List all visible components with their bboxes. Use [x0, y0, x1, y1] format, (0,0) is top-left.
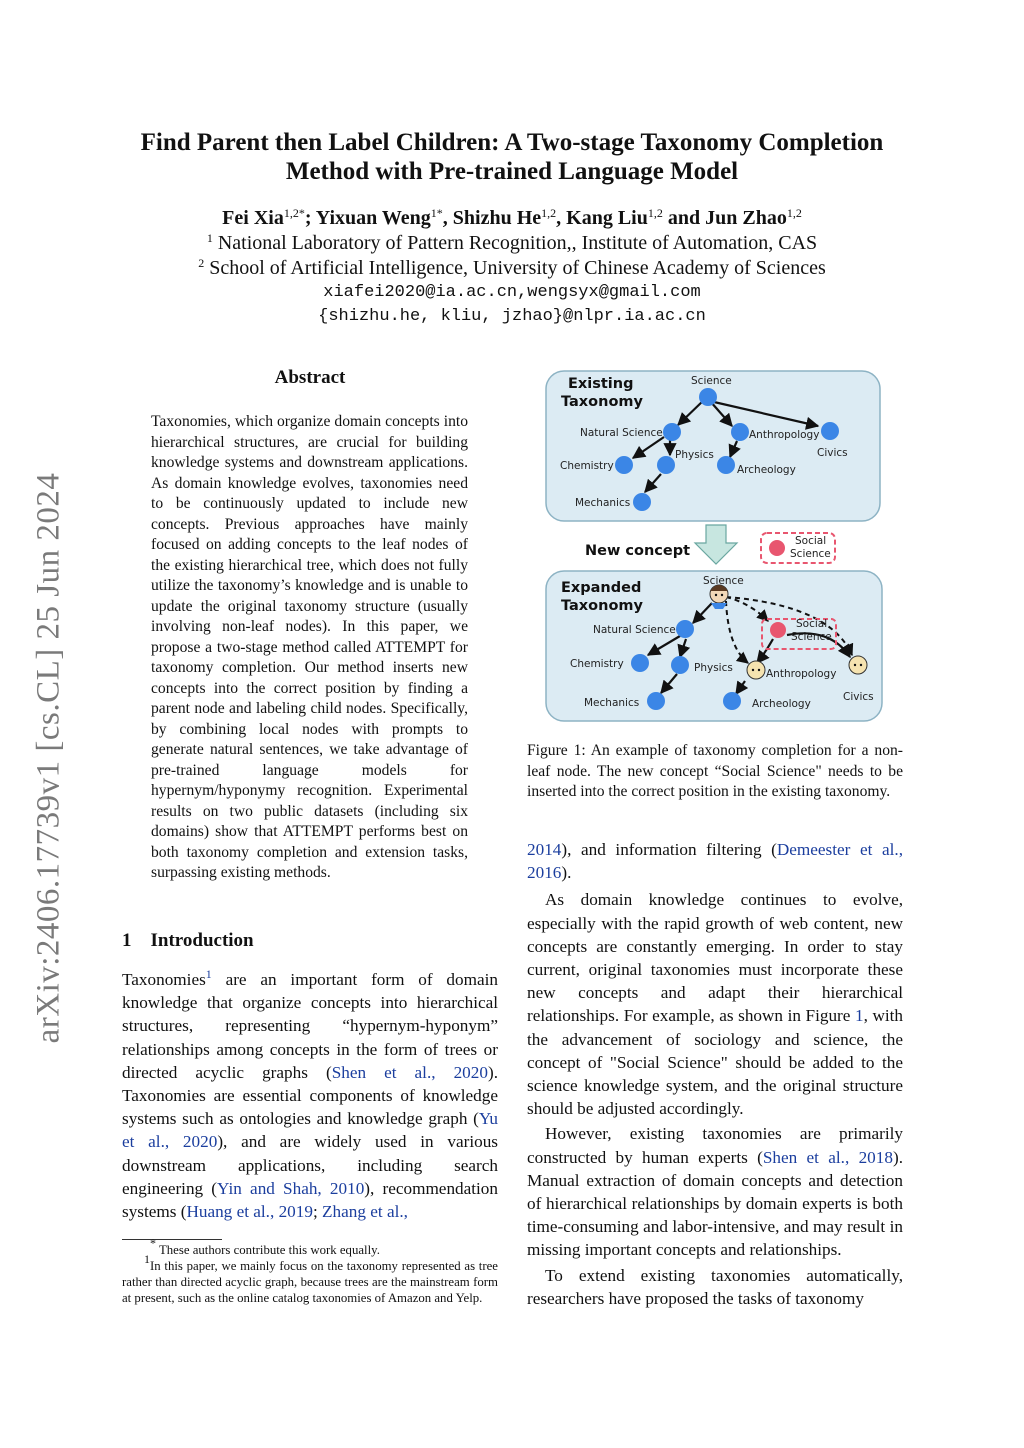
svg-text:Natural Science: Natural Science	[580, 427, 663, 439]
citation-link[interactable]: Yu et al., 2020	[122, 1109, 498, 1152]
arxiv-stamp	[24, 458, 74, 1058]
svg-text:Archeology: Archeology	[752, 698, 811, 710]
expanded-taxonomy-label-1: Expanded	[561, 580, 642, 596]
new-concept-label: New concept	[585, 543, 691, 559]
title-line-1: Find Parent then Label Children: A Two-stage Taxonomy Completion	[140, 129, 884, 156]
title-line-2: Method with Pre-trained Language Model	[285, 158, 739, 185]
existing-taxonomy-label-2: Taxonomy	[561, 394, 643, 410]
svg-text:Physics: Physics	[675, 449, 714, 461]
svg-text:Science: Science	[703, 575, 744, 587]
node-anthropology	[731, 423, 749, 441]
affiliation-2: $^2$ School of Artificial Intelligence, University of Chinese Academy of Sciences	[198, 256, 826, 279]
footnote-ref-1[interactable]: 1	[205, 967, 212, 981]
svg-text:Social: Social	[795, 535, 827, 547]
abstract-text: Taxonomies, which organize domain concepts into hierarchical structures, are crucial for building knowledge systems and downstream applications. As domain knowledge evolves, taxonomies need to be continuously updated to include new concepts. Previous approaches have mainly focused on adding concepts to the leaf nodes of the existing hierarchical tree, which does not fully utilize the taxonomy’s knowledge and is unable to update the original taxonomy structure (usually involving non-leaf nodes). In this paper, we propose a two-stage method called ATTEMPT for taxonomy completion. Our method inserts new concepts into the correct position by finding a parent node and labeling child nodes. Specifically, by combining local nodes with prompts to generate natural sentences, we take advantage of pre-trained language models for hypernym/hyponymy recognition. Experimental results on two public datasets (including six domains) show that ATTEMPT performs best on both taxonomy completion and extension tasks, surpassing existing methods.	[151, 413, 468, 881]
svg-text:Mechanics: Mechanics	[575, 497, 631, 509]
svg-text:Chemistry: Chemistry	[560, 460, 614, 472]
abstract-heading: Abstract	[274, 367, 346, 388]
node-physics-expanded	[671, 656, 689, 674]
node-mechanics	[633, 493, 651, 511]
node-chemistry-expanded	[631, 654, 649, 672]
node-civics	[821, 422, 839, 440]
node-natural-science	[663, 423, 681, 441]
author-names: Fei Xia$^{1,2*}$; Yixuan Weng$^{1*}$, Shizhu He$^{1,2}$, Kang Liu$^{1,2}$ and Jun Zhao$^{1,2}$	[222, 206, 802, 229]
svg-text:Science: Science	[791, 631, 832, 643]
author-4: Kang Liu	[566, 207, 648, 229]
node-anthropology-expanded-person	[747, 661, 765, 679]
down-arrow	[695, 525, 737, 564]
svg-text:Science: Science	[691, 375, 732, 387]
node-natural-science-expanded	[676, 620, 694, 638]
section-heading-introduction: 1 Introduction	[122, 930, 254, 951]
footnote-rule	[122, 1239, 222, 1240]
author-2: Yixuan Weng	[315, 207, 431, 229]
node-archeology	[717, 456, 735, 474]
node-social-science-inserted	[770, 622, 786, 638]
svg-text:Civics: Civics	[817, 447, 848, 459]
author-1: Fei Xia	[222, 207, 284, 229]
figure-1-taxonomy-diagram	[540, 365, 890, 727]
author-3: Shizhu He	[452, 207, 542, 229]
node-mechanics-expanded	[647, 692, 665, 710]
svg-text:Chemistry: Chemistry	[570, 658, 624, 670]
svg-text:Mechanics: Mechanics	[584, 697, 640, 709]
node-archeology-expanded	[723, 692, 741, 710]
email-line-1: xiafei2020@ia.ac.cn,wengsyx@gmail.com	[323, 283, 701, 302]
node-chemistry	[615, 456, 633, 474]
citation-link[interactable]: 2014	[527, 840, 562, 859]
node-social-science-new	[769, 540, 785, 556]
figure-ref-link[interactable]: 1	[854, 1006, 864, 1026]
svg-text:Natural Science: Natural Science	[593, 624, 676, 636]
svg-text:Physics: Physics	[694, 662, 733, 674]
svg-text:Social: Social	[796, 618, 828, 630]
node-science	[699, 388, 717, 406]
footnote-1: These authors contribute this work equally.	[158, 1243, 380, 1257]
author-block	[0, 206, 1024, 329]
svg-text:Science: Science	[790, 548, 831, 560]
citation-link[interactable]: Yin and Shah, 2010	[217, 1178, 365, 1198]
citation-link[interactable]: Shen et al., 2018	[762, 1147, 893, 1167]
node-civics-expanded-person	[849, 656, 867, 674]
figure-1-caption: Figure 1: An example of taxonomy completion for a non-leaf node. The new concept “Social Science" needs to be inserted into the correct position in the existing taxonomy.	[527, 742, 903, 800]
existing-taxonomy-label-1: Existing	[568, 376, 634, 392]
paper-title	[0, 128, 1024, 186]
svg-text:Anthropology: Anthropology	[749, 429, 820, 441]
citation-link[interactable]: Demeester et al., 2016	[527, 840, 903, 883]
svg-text:Civics: Civics	[843, 691, 874, 703]
citation-link[interactable]: Shen et al., 2020	[331, 1062, 488, 1082]
node-science-expanded-person	[710, 585, 728, 609]
arxiv-id: arXiv:2406.17739v1 [cs.CL] 25 Jun 2024	[30, 472, 67, 1044]
svg-text:Anthropology: Anthropology	[766, 668, 837, 680]
node-physics	[657, 456, 675, 474]
affiliation-1: $^1$ National Laboratory of Pattern Recognition,, Institute of Automation, CAS	[206, 231, 818, 254]
intro-paragraph: Taxonomies$^1$ are an important form of domain knowledge that organize concepts into hierarchical structures, representing “hypernym-hyponym” relationships among concepts in the form of trees or directed acyclic graphs (Shen et al., 2020). Taxonomies are essential components of knowledge systems such as ontologies and knowledge graph (Yu et al., 2020), and are widely used in various downstream applications, including search engineering (Yin and Shah, 2010), recommendation systems (Huang et al., 2019; Zhang et al.,	[122, 967, 498, 1222]
footnote-2: In this paper, we mainly focus on the taxonomy represented as tree rather than directed acyclic graph, because trees are the mainstream form at present, such as the online catalog taxonomies of Amazon and Yelp.	[122, 1259, 498, 1305]
right-column-text: 2014), and information filtering (Demeester et al., 2016). As domain knowledge continues to evolve, especially with the rapid growth of web content, new concepts are constantly emerging. In order to stay current, original taxonomies must incorporate these new concepts and adapt their hierarchical relationships. For example, as shown in Figure 1, with the advancement of sociology and science, the concept of "Social Science" should be added to the science knowledge system, and the original structure should be adjusted accordingly. However, existing taxonomies are primarily constructed by human experts (Shen et al., 2018). Manual extraction of domain concepts and detection of hierarchical relationships by domain experts is both time-consuming and labor-intensive, and may result in missing important concepts and relationships. To extend existing taxonomies automatically, researchers have proposed the tasks of taxonomy	[527, 840, 904, 1308]
email-line-2: {shizhu.he, kliu, jzhao}@nlpr.ia.ac.cn	[318, 307, 706, 326]
svg-text:Archeology: Archeology	[737, 464, 796, 476]
citation-link[interactable]: Huang et al., 2019	[186, 1202, 313, 1222]
footnotes: * These authors contribute this work equally. $^1$In this paper, we mainly focus on the taxonomy represented as tree rather than directed acyclic graph, because trees are the mainstream form at present, such as the online catalog taxonomies of Amazon and Yelp.	[122, 1236, 498, 1305]
expanded-taxonomy-label-2: Taxonomy	[561, 598, 643, 614]
author-5: Jun Zhao	[705, 207, 787, 229]
citation-link[interactable]: Zhang et al.,	[322, 1202, 408, 1222]
